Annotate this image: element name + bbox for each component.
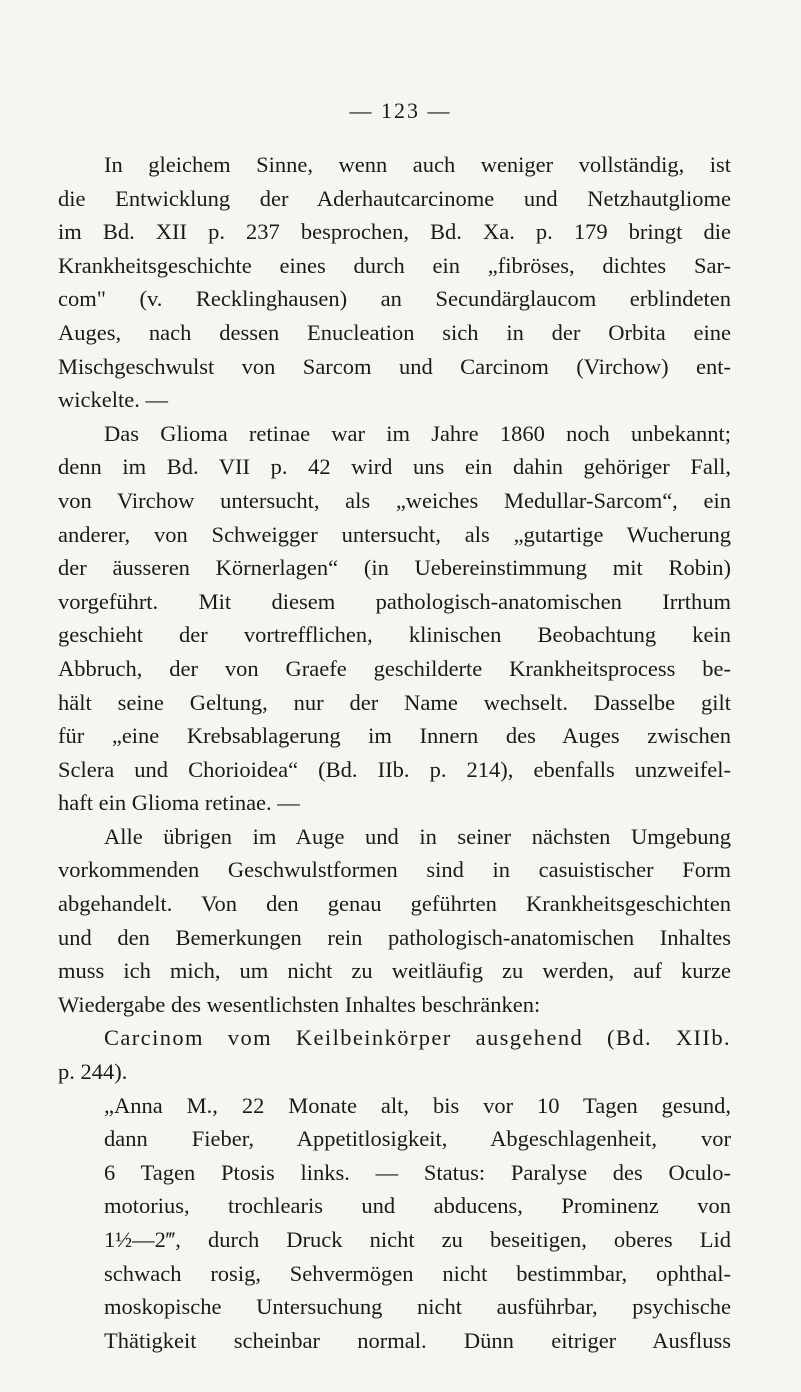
text-line: die Entwicklung der Aderhautcarcinome und Netzhautgliome: [58, 185, 731, 211]
text-line: 1½—2‴, durch Druck nicht zu beseitigen, oberes Lid: [104, 1227, 731, 1252]
text-line: Abbruch, der von Graefe geschilderte Krankheitsprocess be-: [58, 655, 731, 681]
text-line: moskopische Untersuchung nicht ausführbar, psychische: [104, 1294, 731, 1320]
text-line: vorgeführt. Mit diesem pathologisch-anatomischen Irrthum: [58, 588, 731, 614]
text-line: Krankheitsgeschichte eines durch ein „fibröses, dichtes Sar-: [58, 252, 731, 278]
text-line: und den Bemerkungen rein pathologisch-anatomischen Inhaltes: [58, 924, 731, 950]
text-line: hält seine Geltung, nur der Name wechselt. Dasselbe gilt: [58, 689, 731, 715]
text-line: dann Fieber, Appetitlosigkeit, Abgeschlagenheit, vor: [104, 1126, 731, 1152]
text-line: abgehandelt. Von den genau geführten Krankheitsgeschichten: [58, 891, 731, 917]
text-line: Thätigkeit scheinbar normal. Dünn eitriger Ausfluss: [104, 1327, 731, 1353]
text-line: Wiedergabe des wesentlichsten Inhaltes beschränken:: [58, 991, 541, 1017]
paragraph-3: [58, 820, 731, 1022]
text-line: Das Glioma retinae war im Jahre 1860 noch unbekannt;: [104, 420, 731, 446]
text-line: für „eine Krebsablagerung im Innern des Auges zwischen: [58, 723, 731, 749]
text-line: com" (v. Recklinghausen) an Secundärglaucom erblindeten: [58, 286, 731, 312]
text-line: motorius, trochlearis und abducens, Prominenz von: [104, 1193, 731, 1219]
text-line: von Virchow untersucht, als „weiches Medullar-Sarcom“, ein: [58, 487, 731, 513]
text-line: „Anna M., 22 Monate alt, bis vor 10 Tagen gesund,: [104, 1092, 731, 1118]
text-line: Mischgeschwulst von Sarcom und Carcinom (Virchow) ent-: [58, 353, 731, 379]
text-line: vorkommenden Geschwulstformen sind in casuistischer Form: [58, 857, 731, 883]
case-heading: [58, 1021, 731, 1088]
paragraph-1: [58, 148, 731, 417]
text-line: der äusseren Körnerlagen“ (in Uebereinstimmung mit Robin): [58, 555, 731, 581]
text-line: schwach rosig, Sehvermögen nicht bestimmbar, ophthal-: [104, 1260, 731, 1286]
page-number: — 123 —: [349, 98, 452, 123]
text-line: Carcinom vom Keilbeinkörper ausgehend (Bd. XIIb.: [104, 1025, 731, 1051]
paragraph-2: [58, 417, 731, 820]
text-line: geschieht der vortrefflichen, klinischen Beobachtung kein: [58, 622, 731, 648]
body-text: [58, 148, 731, 1357]
text-line: p. 244).: [58, 1059, 128, 1085]
text-line: Sclera und Chorioidea“ (Bd. IIb. p. 214), ebenfalls unzweifel-: [58, 756, 731, 782]
text-line: muss ich mich, um nicht zu weitläufig zu werden, auf kurze: [58, 958, 731, 984]
text-line: haft ein Glioma retinae. —: [58, 790, 300, 816]
text-line: 6 Tagen Ptosis links. — Status: Paralyse des Oculo-: [104, 1159, 731, 1185]
text-line: wickelte. —: [58, 387, 168, 413]
text-line: im Bd. XII p. 237 besprochen, Bd. Xa. p. 179 bringt die: [58, 219, 731, 245]
text-line: Alle übrigen im Auge und in seiner nächsten Umgebung: [104, 823, 731, 849]
case-report: [58, 1089, 731, 1358]
text-line: anderer, von Schweigger untersucht, als „gutartige Wucherung: [58, 521, 731, 547]
text-line: In gleichem Sinne, wenn auch weniger vollständig, ist: [104, 152, 731, 177]
text-line: Auges, nach dessen Enucleation sich in der Orbita eine: [58, 319, 731, 345]
text-line: denn im Bd. VII p. 42 wird uns ein dahin gehöriger Fall,: [58, 454, 731, 480]
